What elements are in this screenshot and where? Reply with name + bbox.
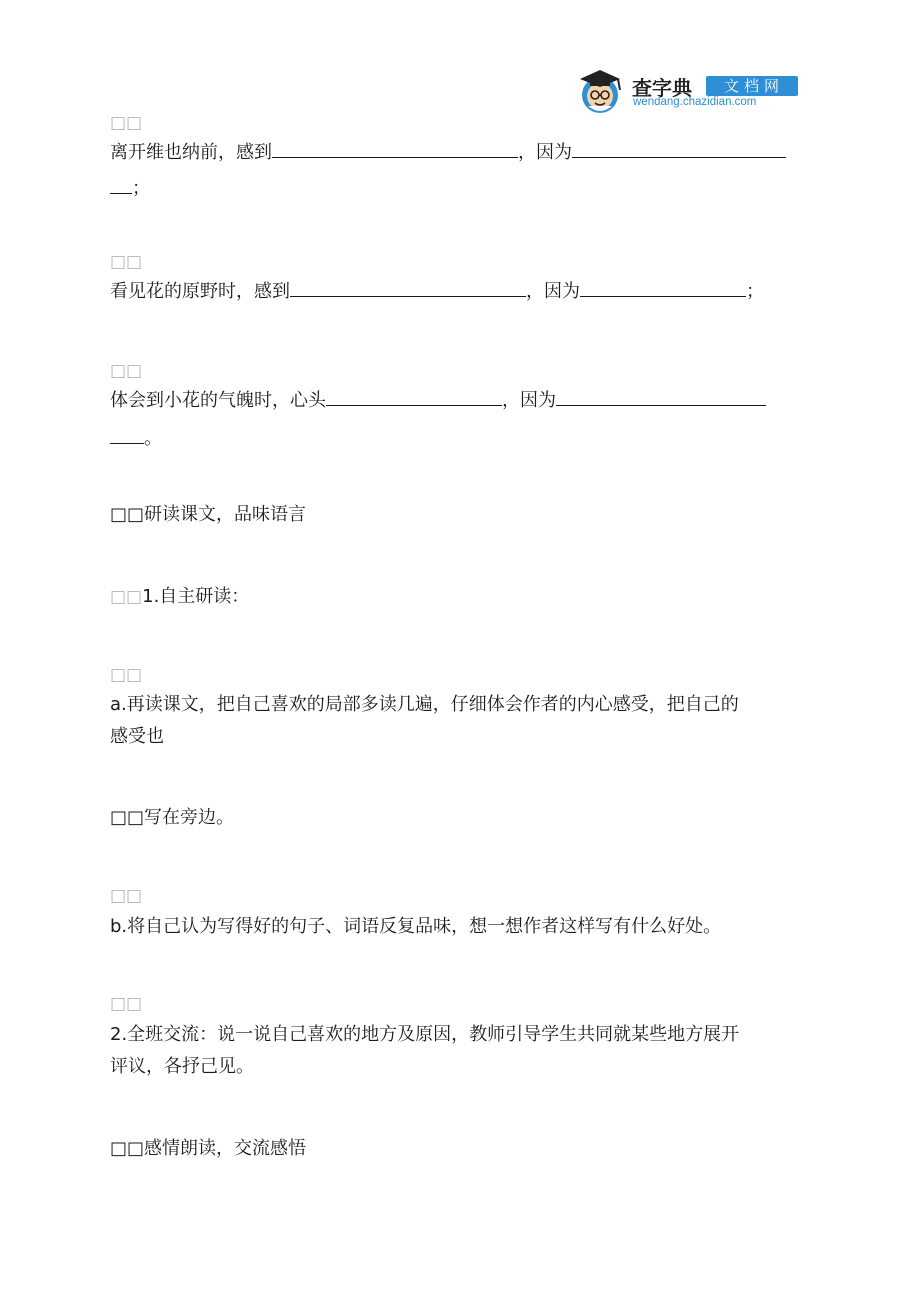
fill-in-continuation: ； xyxy=(110,174,150,200)
item-marker: □□ xyxy=(110,113,143,133)
answer-blank[interactable] xyxy=(326,387,502,406)
logo-tag: 文档网 xyxy=(706,76,798,96)
section-heading: □□研读课文，品味语言 xyxy=(110,504,307,525)
paragraph-line: 2.全班交流：说一说自己喜欢的地方及原因，教师引导学生共同就某些地方展开 xyxy=(110,1024,740,1045)
site-logo[interactable] xyxy=(576,66,806,116)
section-heading: □□感情朗读，交流感悟 xyxy=(110,1138,307,1159)
fill-in-line: 看见花的原野时，感到 ，因为 ； xyxy=(110,277,764,303)
item-marker: □□ xyxy=(110,361,143,381)
paragraph-line: 感受也 xyxy=(110,726,164,747)
answer-blank[interactable] xyxy=(580,278,746,297)
fill-in-continuation: 。 xyxy=(110,424,162,450)
answer-blank[interactable] xyxy=(572,139,786,158)
answer-blank[interactable] xyxy=(110,425,144,444)
paragraph-line: 评议，各抒己见。 xyxy=(110,1056,254,1077)
subsection-heading: □□1.自主研读： xyxy=(110,586,250,607)
mascot-icon xyxy=(576,66,630,116)
answer-blank[interactable] xyxy=(290,278,526,297)
answer-blank[interactable] xyxy=(110,175,132,194)
answer-blank[interactable] xyxy=(556,387,766,406)
fill-in-line: 离开维也纳前，感到 ，因为 xyxy=(110,138,786,164)
logo-url: wendang.chazidian.com xyxy=(633,96,757,108)
item-marker: □□ xyxy=(110,252,143,272)
paragraph-line: a.再读课文，把自己喜欢的局部多读几遍，仔细体会作者的内心感受，把自己的 xyxy=(110,694,739,715)
logo-name: 查字典 xyxy=(632,76,692,100)
paragraph-line: b.将自己认为写得好的句子、词语反复品味，想一想作者这样写有什么好处。 xyxy=(110,916,722,937)
paragraph-line: □□写在旁边。 xyxy=(110,807,235,828)
item-marker: □□ xyxy=(110,886,143,906)
item-marker: □□ xyxy=(110,665,143,685)
answer-blank[interactable] xyxy=(272,139,518,158)
fill-in-line: 体会到小花的气魄时，心头 ，因为 xyxy=(110,386,766,412)
item-marker: □□ xyxy=(110,994,143,1014)
